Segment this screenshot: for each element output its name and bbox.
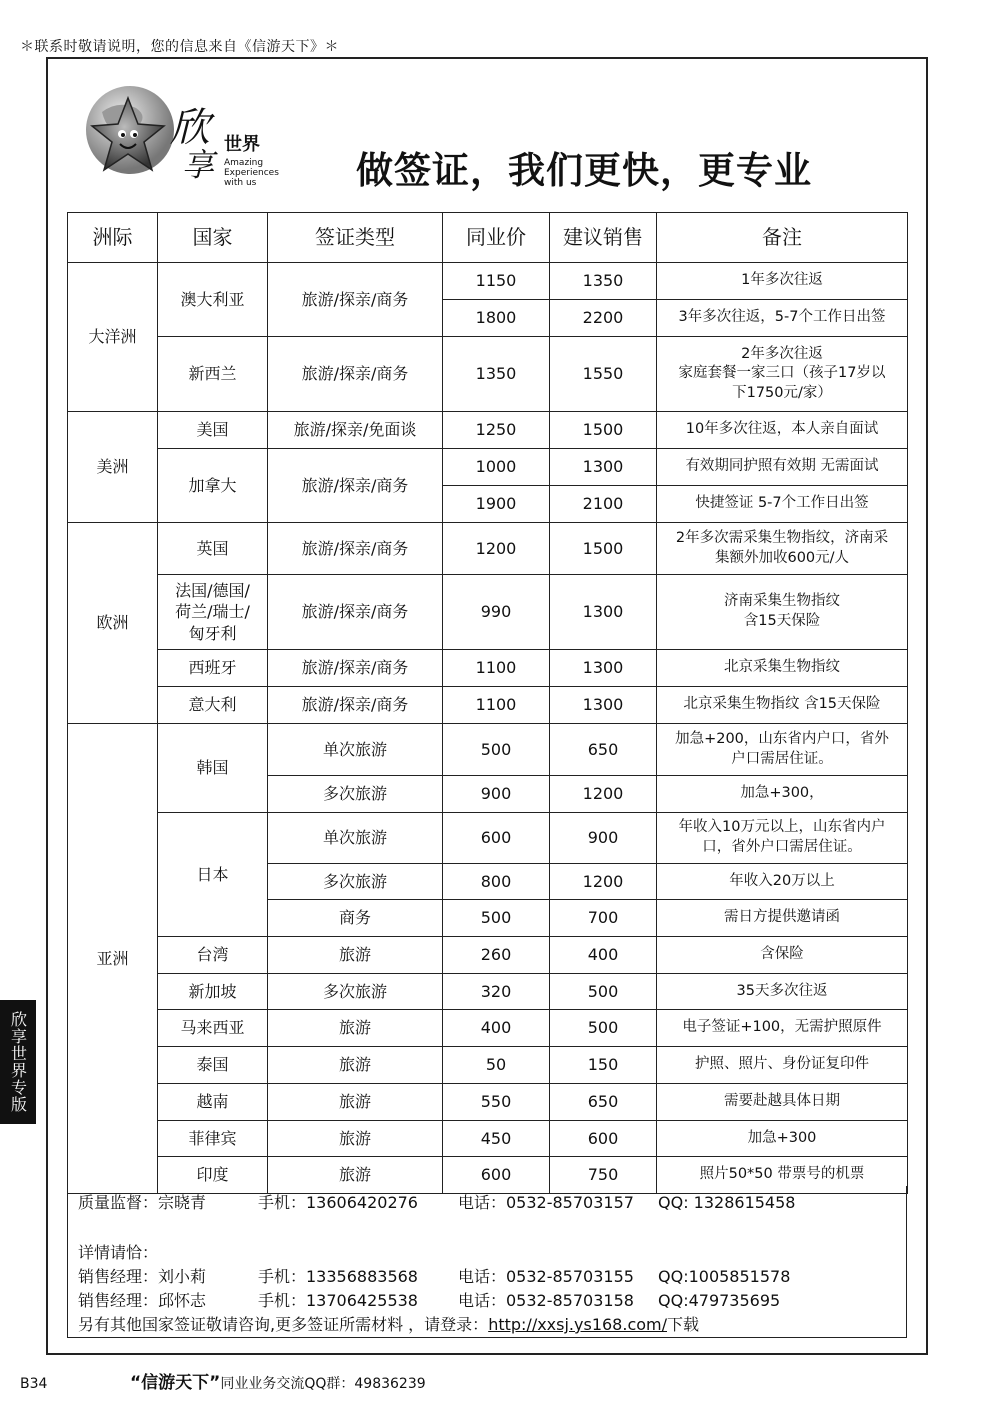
country-cell: 韩国	[158, 724, 268, 813]
retail-price-cell: 1200	[550, 864, 657, 900]
country-line: 法国/德国/	[175, 580, 250, 600]
visa-type-cell: 旅游	[268, 937, 443, 974]
country-cell: 美国	[158, 412, 268, 449]
visa-type-cell: 旅游	[268, 1157, 443, 1194]
note-line: 集额外加收600元/人	[714, 549, 850, 566]
region-cell: 美洲	[68, 412, 158, 523]
retail-price-cell: 2200	[550, 300, 657, 337]
footer	[20, 1368, 426, 1393]
peer-price-cell: 1350	[443, 337, 550, 412]
brand-logo	[78, 82, 278, 194]
visa-type-cell: 旅游/探亲/免面谈	[268, 412, 443, 449]
note-cell: 1年多次往返	[657, 263, 908, 300]
header-region: 洲际	[68, 213, 158, 263]
retail-price-cell: 1350	[550, 263, 657, 300]
peer-price-cell: 1150	[443, 263, 550, 300]
note-line: 加急+200，山东省内户口，省外	[675, 730, 889, 747]
table-row	[68, 1084, 908, 1121]
visa-type-cell: 多次旅游	[268, 864, 443, 900]
country-cell: 台湾	[158, 937, 268, 974]
visa-type-cell: 旅游	[268, 1047, 443, 1084]
manager-1-row	[78, 1264, 790, 1287]
manager-2-phone: 电话：0532-85703158	[458, 1291, 634, 1310]
visa-type-cell: 旅游/探亲/商务	[268, 687, 443, 724]
retail-price-cell: 1300	[550, 449, 657, 486]
retail-price-cell: 400	[550, 937, 657, 974]
manager-2-qq: QQ:479735695	[658, 1291, 781, 1310]
visa-type-cell: 旅游/探亲/商务	[268, 337, 443, 412]
retail-price-cell: 2100	[550, 486, 657, 523]
retail-price-cell: 650	[550, 1084, 657, 1121]
header-note: 备注	[657, 213, 908, 263]
visa-type-cell: 旅游/探亲/商务	[268, 263, 443, 337]
peer-price-cell: 990	[443, 575, 550, 650]
note-cell	[657, 523, 908, 575]
note-cell: 含保险	[657, 937, 908, 974]
region-cell: 亚洲	[68, 724, 158, 1194]
country-cell: 加拿大	[158, 449, 268, 523]
country-cell: 新加坡	[158, 974, 268, 1010]
table-row	[68, 974, 908, 1010]
note-cell: 35天多次往返	[657, 974, 908, 1010]
country-line: 匈牙利	[188, 623, 237, 643]
manager-1-phone: 电话：0532-85703155	[458, 1267, 634, 1286]
table-row	[68, 412, 908, 449]
qa-phone: 电话：0532-85703157	[458, 1193, 634, 1212]
peer-price-cell: 1100	[443, 687, 550, 724]
peer-price-cell: 1900	[443, 486, 550, 523]
visa-type-cell: 旅游/探亲/商务	[268, 523, 443, 575]
manager-1-mobile: 手机：13356883568	[258, 1267, 418, 1286]
retail-price-cell: 1200	[550, 776, 657, 813]
footer-qq-group: 同业业务交流QQ群：49836239	[220, 1376, 426, 1392]
visa-price-table	[67, 212, 908, 1194]
qa-name: 质量监督：宗晓青	[78, 1193, 207, 1212]
note-cell: 北京采集生物指纹 含15天保险	[657, 687, 908, 724]
header-visa-type: 签证类型	[268, 213, 443, 263]
note-cell	[657, 724, 908, 776]
visa-type-cell: 旅游/探亲/商务	[268, 575, 443, 650]
table-row	[68, 1047, 908, 1084]
note-cell	[657, 575, 908, 650]
note-cell: 快捷签证 5-7个工作日出签	[657, 486, 908, 523]
table-row	[68, 449, 908, 486]
note-cell: 3年多次往返，5-7个工作日出签	[657, 300, 908, 337]
retail-price-cell: 750	[550, 1157, 657, 1194]
footer-brand: “信游天下”	[130, 1373, 221, 1393]
brand-en-2: Experiences	[224, 168, 279, 178]
country-cell: 马来西亚	[158, 1010, 268, 1047]
country-line: 荷兰/瑞士/	[175, 602, 250, 622]
download-suffix: 下载	[667, 1315, 700, 1334]
visa-type-cell: 单次旅游	[268, 813, 443, 864]
peer-price-cell: 320	[443, 974, 550, 1010]
manager-1-qq: QQ:1005851578	[658, 1267, 791, 1286]
peer-price-cell: 450	[443, 1121, 550, 1157]
visa-type-cell: 旅游	[268, 1084, 443, 1121]
table-row	[68, 1121, 908, 1157]
other-visa-row	[78, 1312, 699, 1335]
details-label: 详情请恰：	[78, 1243, 159, 1262]
qa-qq: QQ: 1328615458	[658, 1193, 796, 1212]
table-row	[68, 650, 908, 687]
region-cell: 大洋洲	[68, 263, 158, 412]
note-cell: 电子签证+100，无需护照原件	[657, 1010, 908, 1047]
note-cell: 护照、照片、身份证复印件	[657, 1047, 908, 1084]
note-cell	[657, 813, 908, 864]
note-cell: 加急+300，	[657, 776, 908, 813]
table-row	[68, 687, 908, 724]
country-cell	[158, 575, 268, 650]
brand-char-1: 欣	[170, 105, 210, 151]
note-line: 年收入10万元以上，山东省内户	[678, 819, 886, 836]
peer-price-cell: 50	[443, 1047, 550, 1084]
note-cell: 北京采集生物指纹	[657, 650, 908, 687]
page-number: B34	[20, 1376, 48, 1392]
retail-price-cell: 1500	[550, 412, 657, 449]
peer-price-cell: 260	[443, 937, 550, 974]
manager-2-name: 销售经理：邱怀志	[78, 1291, 207, 1310]
note-line: 2年多次需采集生物指纹，济南采	[675, 529, 889, 546]
visa-type-cell: 旅游/探亲/商务	[268, 650, 443, 687]
country-cell: 印度	[158, 1157, 268, 1194]
manager-2-row	[78, 1288, 780, 1311]
header-peer-price: 同业价	[443, 213, 550, 263]
peer-price-cell: 1800	[443, 300, 550, 337]
retail-price-cell: 600	[550, 1121, 657, 1157]
qa-contact-row	[78, 1190, 795, 1213]
download-link[interactable]: http://xxsj.ys168.com/	[488, 1315, 667, 1334]
country-cell: 西班牙	[158, 650, 268, 687]
peer-price-cell: 1200	[443, 523, 550, 575]
retail-price-cell: 700	[550, 900, 657, 937]
note-cell: 照片50*50 带票号的机票	[657, 1157, 908, 1194]
note-line: 户口需居住证。	[731, 750, 833, 767]
table-row	[68, 575, 908, 650]
retail-price-cell: 150	[550, 1047, 657, 1084]
peer-price-cell: 1100	[443, 650, 550, 687]
table-header-row	[68, 213, 908, 263]
note-cell: 年收入20万以上	[657, 864, 908, 900]
brand-english	[224, 158, 279, 188]
peer-price-cell: 1250	[443, 412, 550, 449]
table-row	[68, 523, 908, 575]
table-row	[68, 337, 908, 412]
note-line: 含15天保险	[743, 613, 821, 629]
contact-box	[67, 1186, 907, 1338]
note-cell: 需要赴越具体日期	[657, 1084, 908, 1121]
note-cell: 10年多次往返，本人亲自面试	[657, 412, 908, 449]
note-cell: 需日方提供邀请函	[657, 900, 908, 937]
note-cell: 有效期同护照有效期 无需面试	[657, 449, 908, 486]
note-line: 口，省外户口需居住证。	[702, 839, 862, 855]
note-line: 家庭套餐一家三口（孩子17岁以	[678, 365, 886, 382]
header-country: 国家	[158, 213, 268, 263]
table-row	[68, 1010, 908, 1047]
brand-char-2: 享	[182, 146, 215, 184]
peer-price-cell: 500	[443, 724, 550, 776]
note-line: 济南采集生物指纹	[724, 593, 840, 610]
visa-type-cell: 旅游	[268, 1121, 443, 1157]
visa-type-cell: 旅游	[268, 1010, 443, 1047]
header-retail-price: 建议销售	[550, 213, 657, 263]
country-cell: 日本	[158, 813, 268, 937]
country-cell: 新西兰	[158, 337, 268, 412]
retail-price-cell: 1300	[550, 650, 657, 687]
peer-price-cell: 500	[443, 900, 550, 937]
note-cell: 加急+300	[657, 1121, 908, 1157]
retail-price-cell: 500	[550, 974, 657, 1010]
note-cell	[657, 337, 908, 412]
brand-world: 世界	[224, 134, 260, 155]
side-tab: 欣享世界专版	[0, 1000, 36, 1124]
peer-price-cell: 550	[443, 1084, 550, 1121]
note-line: 下1750元/家）	[732, 384, 832, 401]
country-cell: 菲律宾	[158, 1121, 268, 1157]
table-row	[68, 813, 908, 864]
country-cell: 泰国	[158, 1047, 268, 1084]
manager-1-name: 销售经理：刘小莉	[78, 1267, 207, 1286]
peer-price-cell: 800	[443, 864, 550, 900]
region-cell: 欧洲	[68, 523, 158, 724]
retail-price-cell: 500	[550, 1010, 657, 1047]
visa-type-cell: 多次旅游	[268, 776, 443, 813]
table-row	[68, 724, 908, 776]
top-notice: ＊联系时敬请说明，您的信息来自《信游天下》＊	[20, 39, 339, 55]
manager-2-mobile: 手机：13706425538	[258, 1291, 418, 1310]
note-line: 2年多次往返	[741, 345, 823, 362]
country-cell: 澳大利亚	[158, 263, 268, 337]
peer-price-cell: 600	[443, 813, 550, 864]
visa-type-cell: 多次旅游	[268, 974, 443, 1010]
retail-price-cell: 1300	[550, 687, 657, 724]
country-cell: 英国	[158, 523, 268, 575]
visa-type-cell: 旅游/探亲/商务	[268, 449, 443, 523]
retail-price-cell: 1550	[550, 337, 657, 412]
table-row	[68, 937, 908, 974]
headline: 做签证，我们更快，更专业	[356, 149, 812, 192]
brand-en-1: Amazing	[224, 158, 264, 168]
peer-price-cell: 900	[443, 776, 550, 813]
retail-price-cell: 1300	[550, 575, 657, 650]
table-row	[68, 263, 908, 300]
retail-price-cell: 900	[550, 813, 657, 864]
country-cell: 意大利	[158, 687, 268, 724]
peer-price-cell: 400	[443, 1010, 550, 1047]
peer-price-cell: 600	[443, 1157, 550, 1194]
qa-mobile: 手机：13606420276	[258, 1193, 418, 1212]
peer-price-cell: 1000	[443, 449, 550, 486]
country-cell: 越南	[158, 1084, 268, 1121]
visa-type-cell: 商务	[268, 900, 443, 937]
other-visa-text: 另有其他国家签证敬请咨询,更多签证所需材料 ，请登录：	[78, 1315, 489, 1334]
retail-price-cell: 1500	[550, 523, 657, 575]
visa-type-cell: 单次旅游	[268, 724, 443, 776]
brand-en-3: with us	[224, 178, 257, 188]
retail-price-cell: 650	[550, 724, 657, 776]
